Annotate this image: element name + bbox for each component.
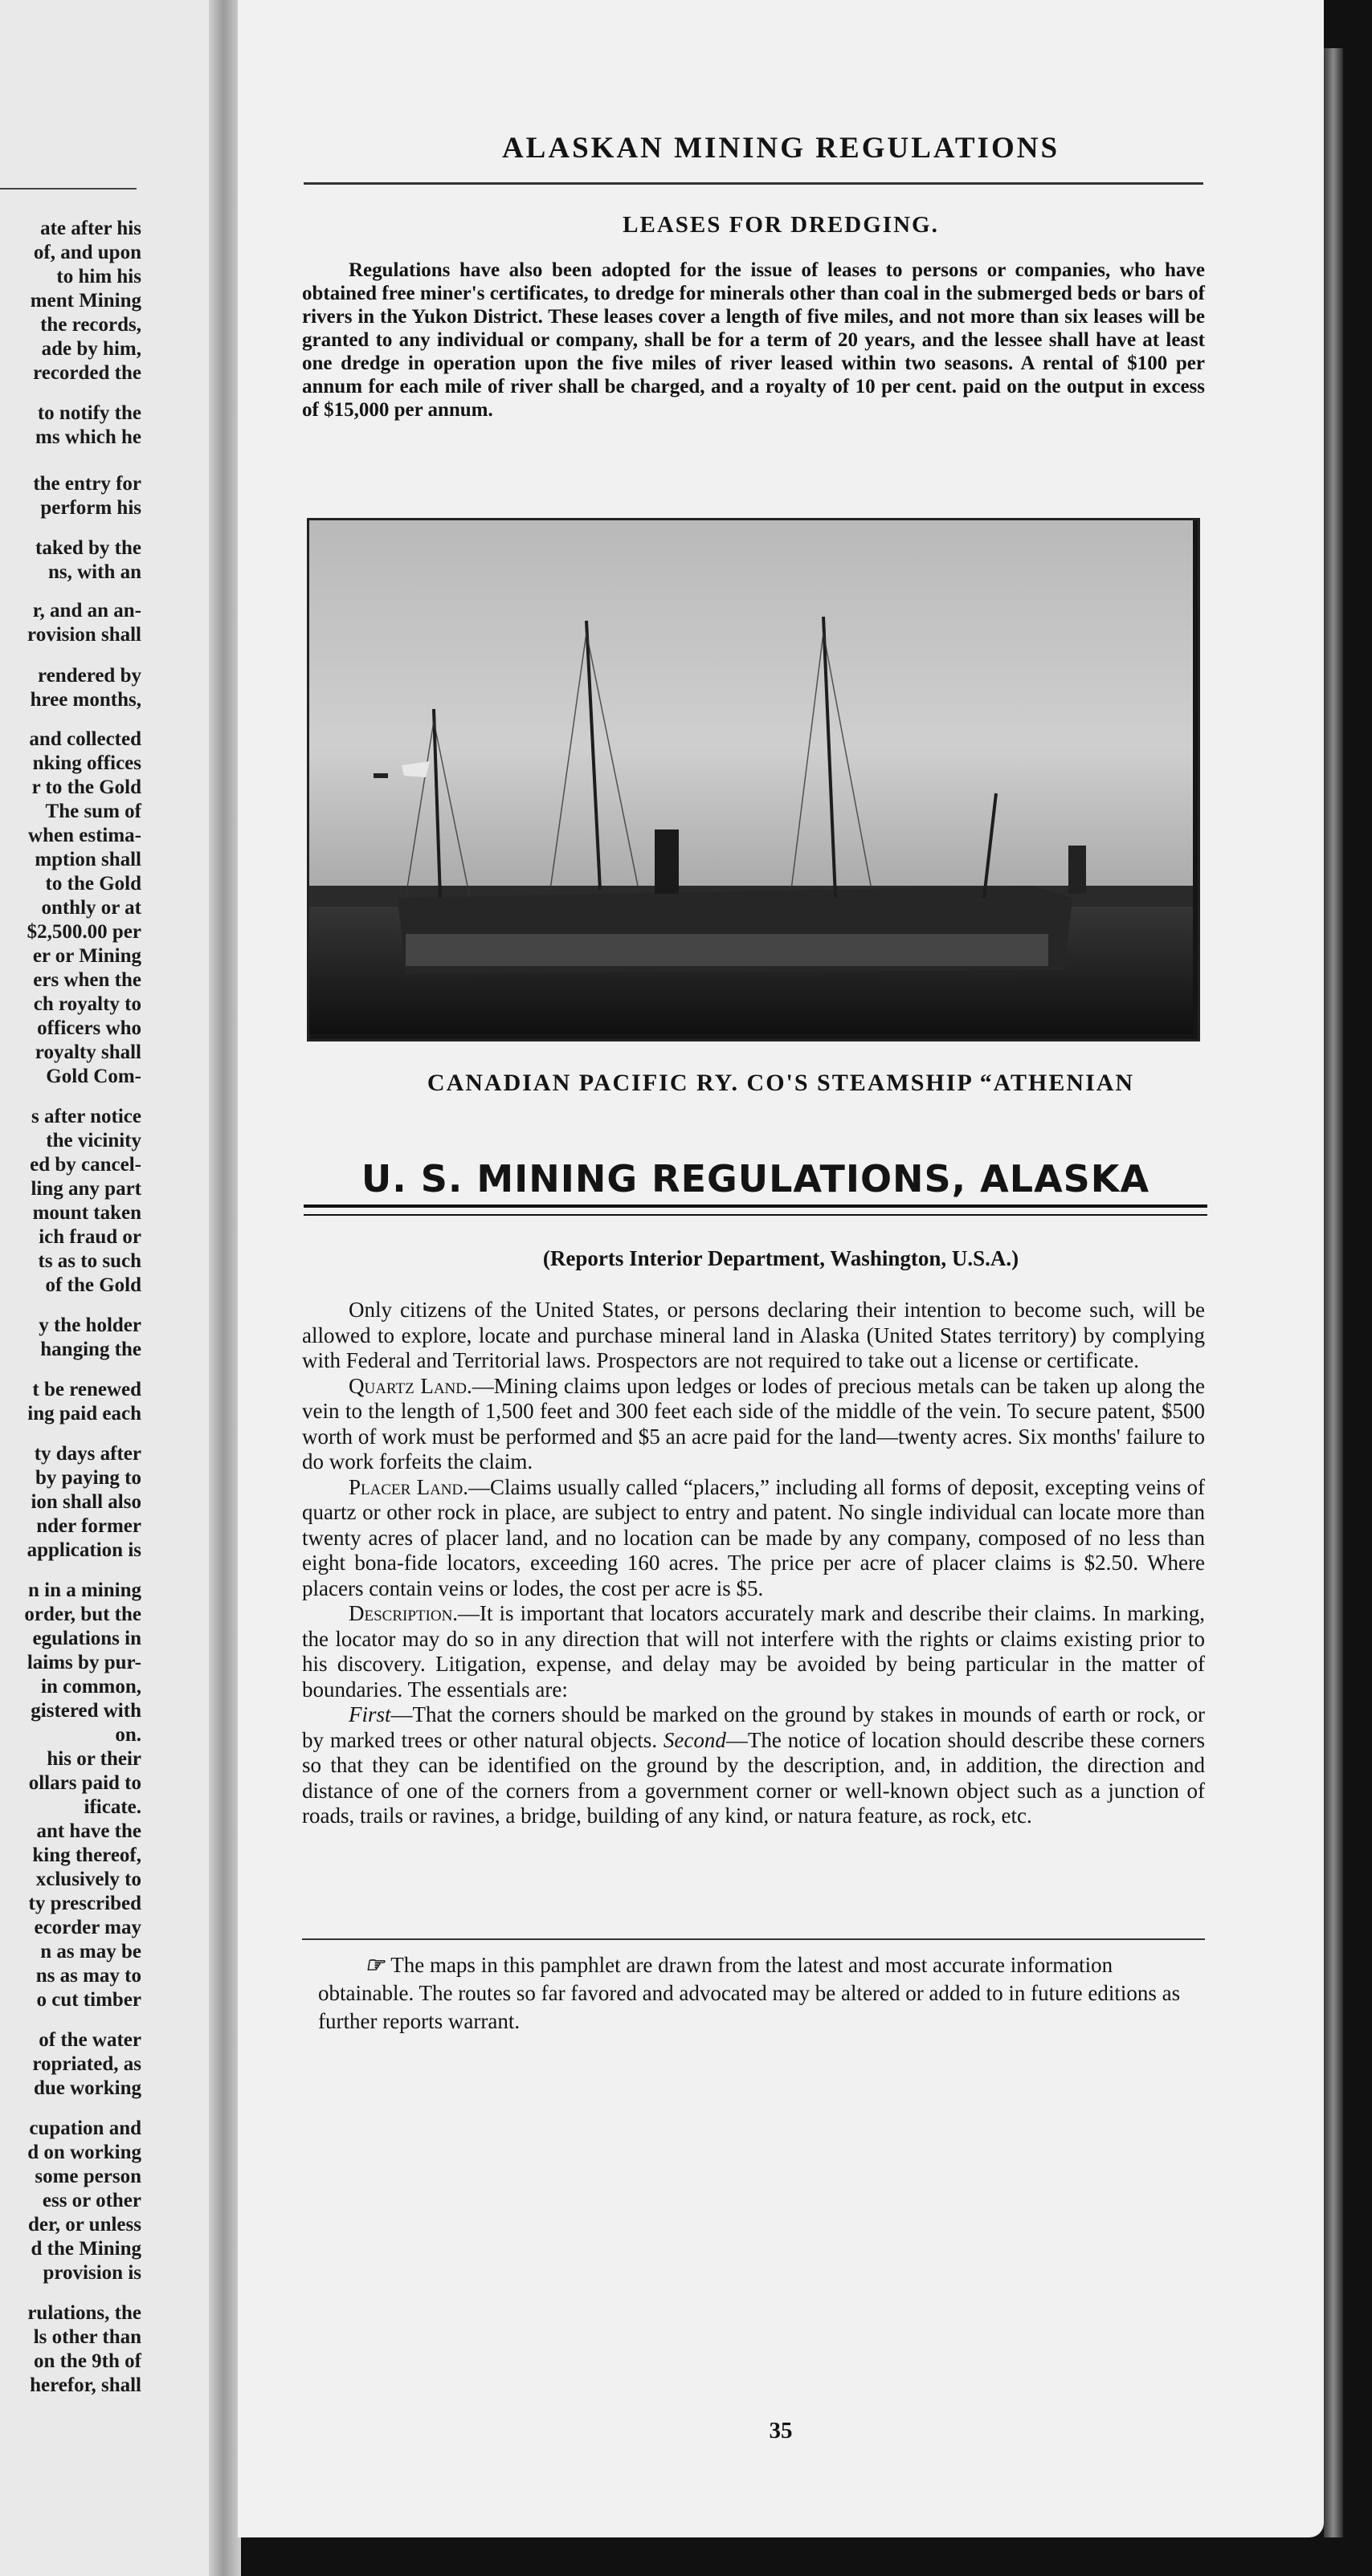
left-page-line: cupation and: [29, 2117, 141, 2139]
title-underline: [304, 1214, 1207, 1216]
description-paragraph: [302, 1601, 1205, 1702]
left-page-line: gistered with: [31, 1700, 141, 1722]
left-page-line: the vicinity: [46, 1130, 141, 1151]
left-page-line: mount taken: [32, 1202, 141, 1224]
us-regulations-body: [302, 1298, 1205, 1829]
left-page-line: royalty shall: [35, 1041, 141, 1063]
intro-paragraph: Only citizens of the United States, or persons declaring their intention to become such, will be allowed to explore, locate and purchase mineral land in Alaska (United States territory) by complying with Federal and Territorial laws. Prospectors are not required to take out a license or certificate.: [302, 1298, 1205, 1372]
first-label: First: [349, 1702, 391, 1726]
left-page-line: s after notice: [31, 1106, 141, 1127]
left-page-line: ling any part: [31, 1178, 141, 1200]
left-page-line: the entry for: [33, 473, 141, 495]
description-label: Description.: [349, 1601, 459, 1625]
left-page-line: ns, with an: [47, 561, 141, 583]
quartz-land-text: —Mining claims upon ledges or lodes of precious metals can be taken up along the vein to the length of 1,500 feet and 300 feet each side of the middle of the vein. To secure patent, $500 worth of work must be performed and $5 an acre paid for the land—twenty acres. Six months' failure to do work forfeits the claim.: [302, 1373, 1205, 1473]
left-page-line: onthly or at: [41, 897, 141, 919]
left-page-line: in common,: [41, 1676, 141, 1698]
header-rule: [304, 182, 1203, 185]
left-page-line: rulations, the: [27, 2302, 141, 2324]
left-page-line: n as may be: [40, 1941, 141, 1963]
leases-heading: LEASES FOR DREDGING.: [623, 212, 939, 238]
left-page-line: $2,500.00 per: [27, 921, 141, 943]
page-number: 35: [769, 2418, 793, 2444]
left-page-line: der, or unless: [27, 2214, 141, 2236]
maps-note: [318, 1951, 1205, 2036]
description-text: —It is important that locators accurately mark and describe their claims. In marking, the locator may do so in any direction that will not interfere with the rights or claims existing prior to his discovery. Litigation, expense, and delay may be avoided by being particular in the matter of boundaries. The essentials are:: [302, 1601, 1205, 1702]
book-gutter: [209, 0, 241, 2576]
left-page-line: r, and an an-: [32, 600, 141, 622]
left-page-line: ant have the: [36, 1820, 141, 1842]
left-page-line: xclusively to: [35, 1869, 141, 1890]
left-page-line: ls other than: [33, 2326, 141, 2348]
left-page-line: ch royalty to: [33, 993, 141, 1015]
page-edge: [1324, 48, 1343, 2537]
left-page-line: nking offices: [32, 752, 141, 774]
left-page-line: ificate.: [84, 1796, 141, 1818]
left-page-line: ecorder may: [34, 1917, 141, 1938]
left-page-line: laims by pur-: [27, 1652, 141, 1673]
left-page-line: of, and upon: [33, 242, 141, 263]
left-page-line: to notify the: [37, 402, 141, 424]
left-page-line: provision is: [43, 2262, 141, 2284]
maps-note-text: The maps in this pamphlet are drawn from the latest and most accurate information obtainable. The routes so far favored and advocated may be altered or added to in future editions as further reports warrant.: [318, 1953, 1181, 2033]
left-page-line: ate after his: [40, 218, 141, 239]
steamship-photo: [307, 518, 1200, 1041]
left-page-line: Gold Com-: [46, 1066, 141, 1087]
left-page-line: to him his: [56, 266, 141, 287]
left-page-line: hanging the: [40, 1339, 141, 1360]
left-page-line: ropriated, as: [32, 2053, 141, 2075]
running-header: ALASKAN MINING REGULATIONS: [501, 132, 1060, 165]
left-page-line: on the 9th of: [33, 2350, 141, 2372]
left-page-line: ty prescribed: [28, 1893, 141, 1914]
quartz-land-paragraph: [302, 1374, 1205, 1475]
pointing-hand-icon: ☞: [365, 1953, 385, 1977]
first-text: —That the corners should be marked on the ground by stakes in mounds of earth or rock, or by marked trees or other natural objects.: [302, 1702, 1205, 1752]
left-page-line: some person: [35, 2166, 141, 2187]
right-page: [238, 0, 1324, 2537]
second-text: —The notice of location should describe these corners so that they can be identified on the ground by the description, and, in addition, the direction and distance of one of the corners from a government corner or well-known object such as a junction of roads, trails or ravines, a bridge, building of any kind, or natura feature, as rock, etc.: [302, 1727, 1206, 1828]
us-regulations-title: U. S. MINING REGULATIONS, ALASKA: [304, 1155, 1207, 1208]
left-page-line: n in a mining: [27, 1579, 141, 1601]
left-page-line: ns as may to: [35, 1965, 141, 1987]
left-page-line: application is: [27, 1539, 141, 1561]
leases-paragraph: Regulations have also been adopted for the issue of leases to persons or companies, who have obtained free miner's certificates, to dredge for minerals other than coal in the submerged beds or bars of rivers in the Yukon District. These leases cover a length of five miles, and not more than six leases will be granted to any individual or company, shall be for a term of 20 years, and the lessee shall have at least one dredge in operation upon the five miles of river leased within two seasons. A rental of $100 per annum for each mile of river shall be charged, and a royalty of 10 per cent. paid on the output in excess of $15,000 per annum.: [302, 259, 1205, 421]
left-page-line: the records,: [40, 314, 141, 336]
left-page-line: by paying to: [35, 1467, 141, 1489]
reports-subtitle: (Reports Interior Department, Washington, U.S.A.): [542, 1246, 1019, 1270]
note-rule: [302, 1938, 1205, 1940]
left-page-line: er or Mining: [32, 945, 141, 967]
left-page-line: ms which he: [35, 426, 141, 448]
left-page-line: on.: [115, 1724, 141, 1746]
left-page-line: rovision shall: [27, 624, 141, 646]
photo-caption: CANADIAN PACIFIC RY. CO'S STEAMSHIP “ATHENIAN: [427, 1070, 1135, 1096]
left-page-line: rendered by: [38, 665, 141, 687]
left-page-line: his or their: [47, 1748, 141, 1770]
left-page-rule: [0, 188, 137, 190]
left-page-line: hree months,: [30, 689, 141, 711]
left-page-line: ty days after: [34, 1443, 141, 1465]
quartz-land-label: Quartz Land.: [349, 1373, 472, 1398]
left-page-line: due working: [33, 2077, 141, 2099]
left-page-line: order, but the: [24, 1604, 141, 1625]
placer-land-text: —Claims usually called “placers,” including all forms of deposit, excepting veins of quartz or other rock in place, are subject to entry and patent. No single individual can locate more than twenty acres of placer land, and no location can be made by any company, composed of no less than eight bona-fide locators, exceeding 160 acres. The price per acre of placer claims is $2.50. Where placers contain veins or lodes, the cost per acre is $5.: [302, 1474, 1205, 1600]
left-page-line: y the holder: [39, 1314, 141, 1336]
left-page-line: mption shall: [35, 849, 141, 870]
placer-land-paragraph: [302, 1475, 1205, 1602]
left-page-line: ich fraud or: [39, 1226, 141, 1248]
left-page-line: ess or other: [42, 2190, 141, 2211]
left-page-line: of the water: [39, 2029, 141, 2051]
left-page-line: egulations in: [32, 1628, 141, 1649]
second-label: Second: [663, 1727, 726, 1752]
left-page-line: perform his: [40, 497, 141, 519]
left-page: [0, 0, 227, 2576]
left-page-line: ers when the: [33, 969, 141, 991]
left-page-line: nder former: [36, 1515, 141, 1537]
left-page-line: ollars paid to: [28, 1772, 141, 1794]
placer-land-label: Placer Land.: [349, 1474, 468, 1499]
left-page-line: d on working: [27, 2142, 141, 2163]
left-page-line: t be renewed: [32, 1379, 141, 1400]
left-page-line: ing paid each: [27, 1403, 141, 1425]
left-page-line: r to the Gold: [31, 776, 141, 798]
left-page-line: ion shall also: [31, 1491, 141, 1513]
left-page-line: herefor, shall: [30, 2374, 141, 2396]
first-second-paragraph: [302, 1702, 1205, 1829]
left-page-line: king thereof,: [32, 1844, 141, 1866]
left-page-line: officers who: [37, 1017, 141, 1039]
left-page-line: ade by him,: [41, 338, 141, 360]
steamship-image: [309, 520, 1193, 1034]
left-page-line: d the Mining: [31, 2238, 141, 2260]
left-page-line: The sum of: [45, 801, 141, 822]
left-page-line: ed by cancel-: [30, 1154, 141, 1176]
left-page-line: ts as to such: [38, 1250, 141, 1272]
left-page-line: to the Gold: [45, 873, 141, 895]
left-page-line: and collected: [29, 728, 141, 750]
left-page-line: ment Mining: [30, 290, 141, 312]
left-page-line: of the Gold: [45, 1274, 141, 1296]
left-page-line: when estima-: [28, 825, 141, 846]
left-page-line: recorded the: [33, 362, 141, 384]
left-page-line: o cut timber: [36, 1989, 141, 2011]
left-page-line: taked by the: [35, 537, 141, 559]
